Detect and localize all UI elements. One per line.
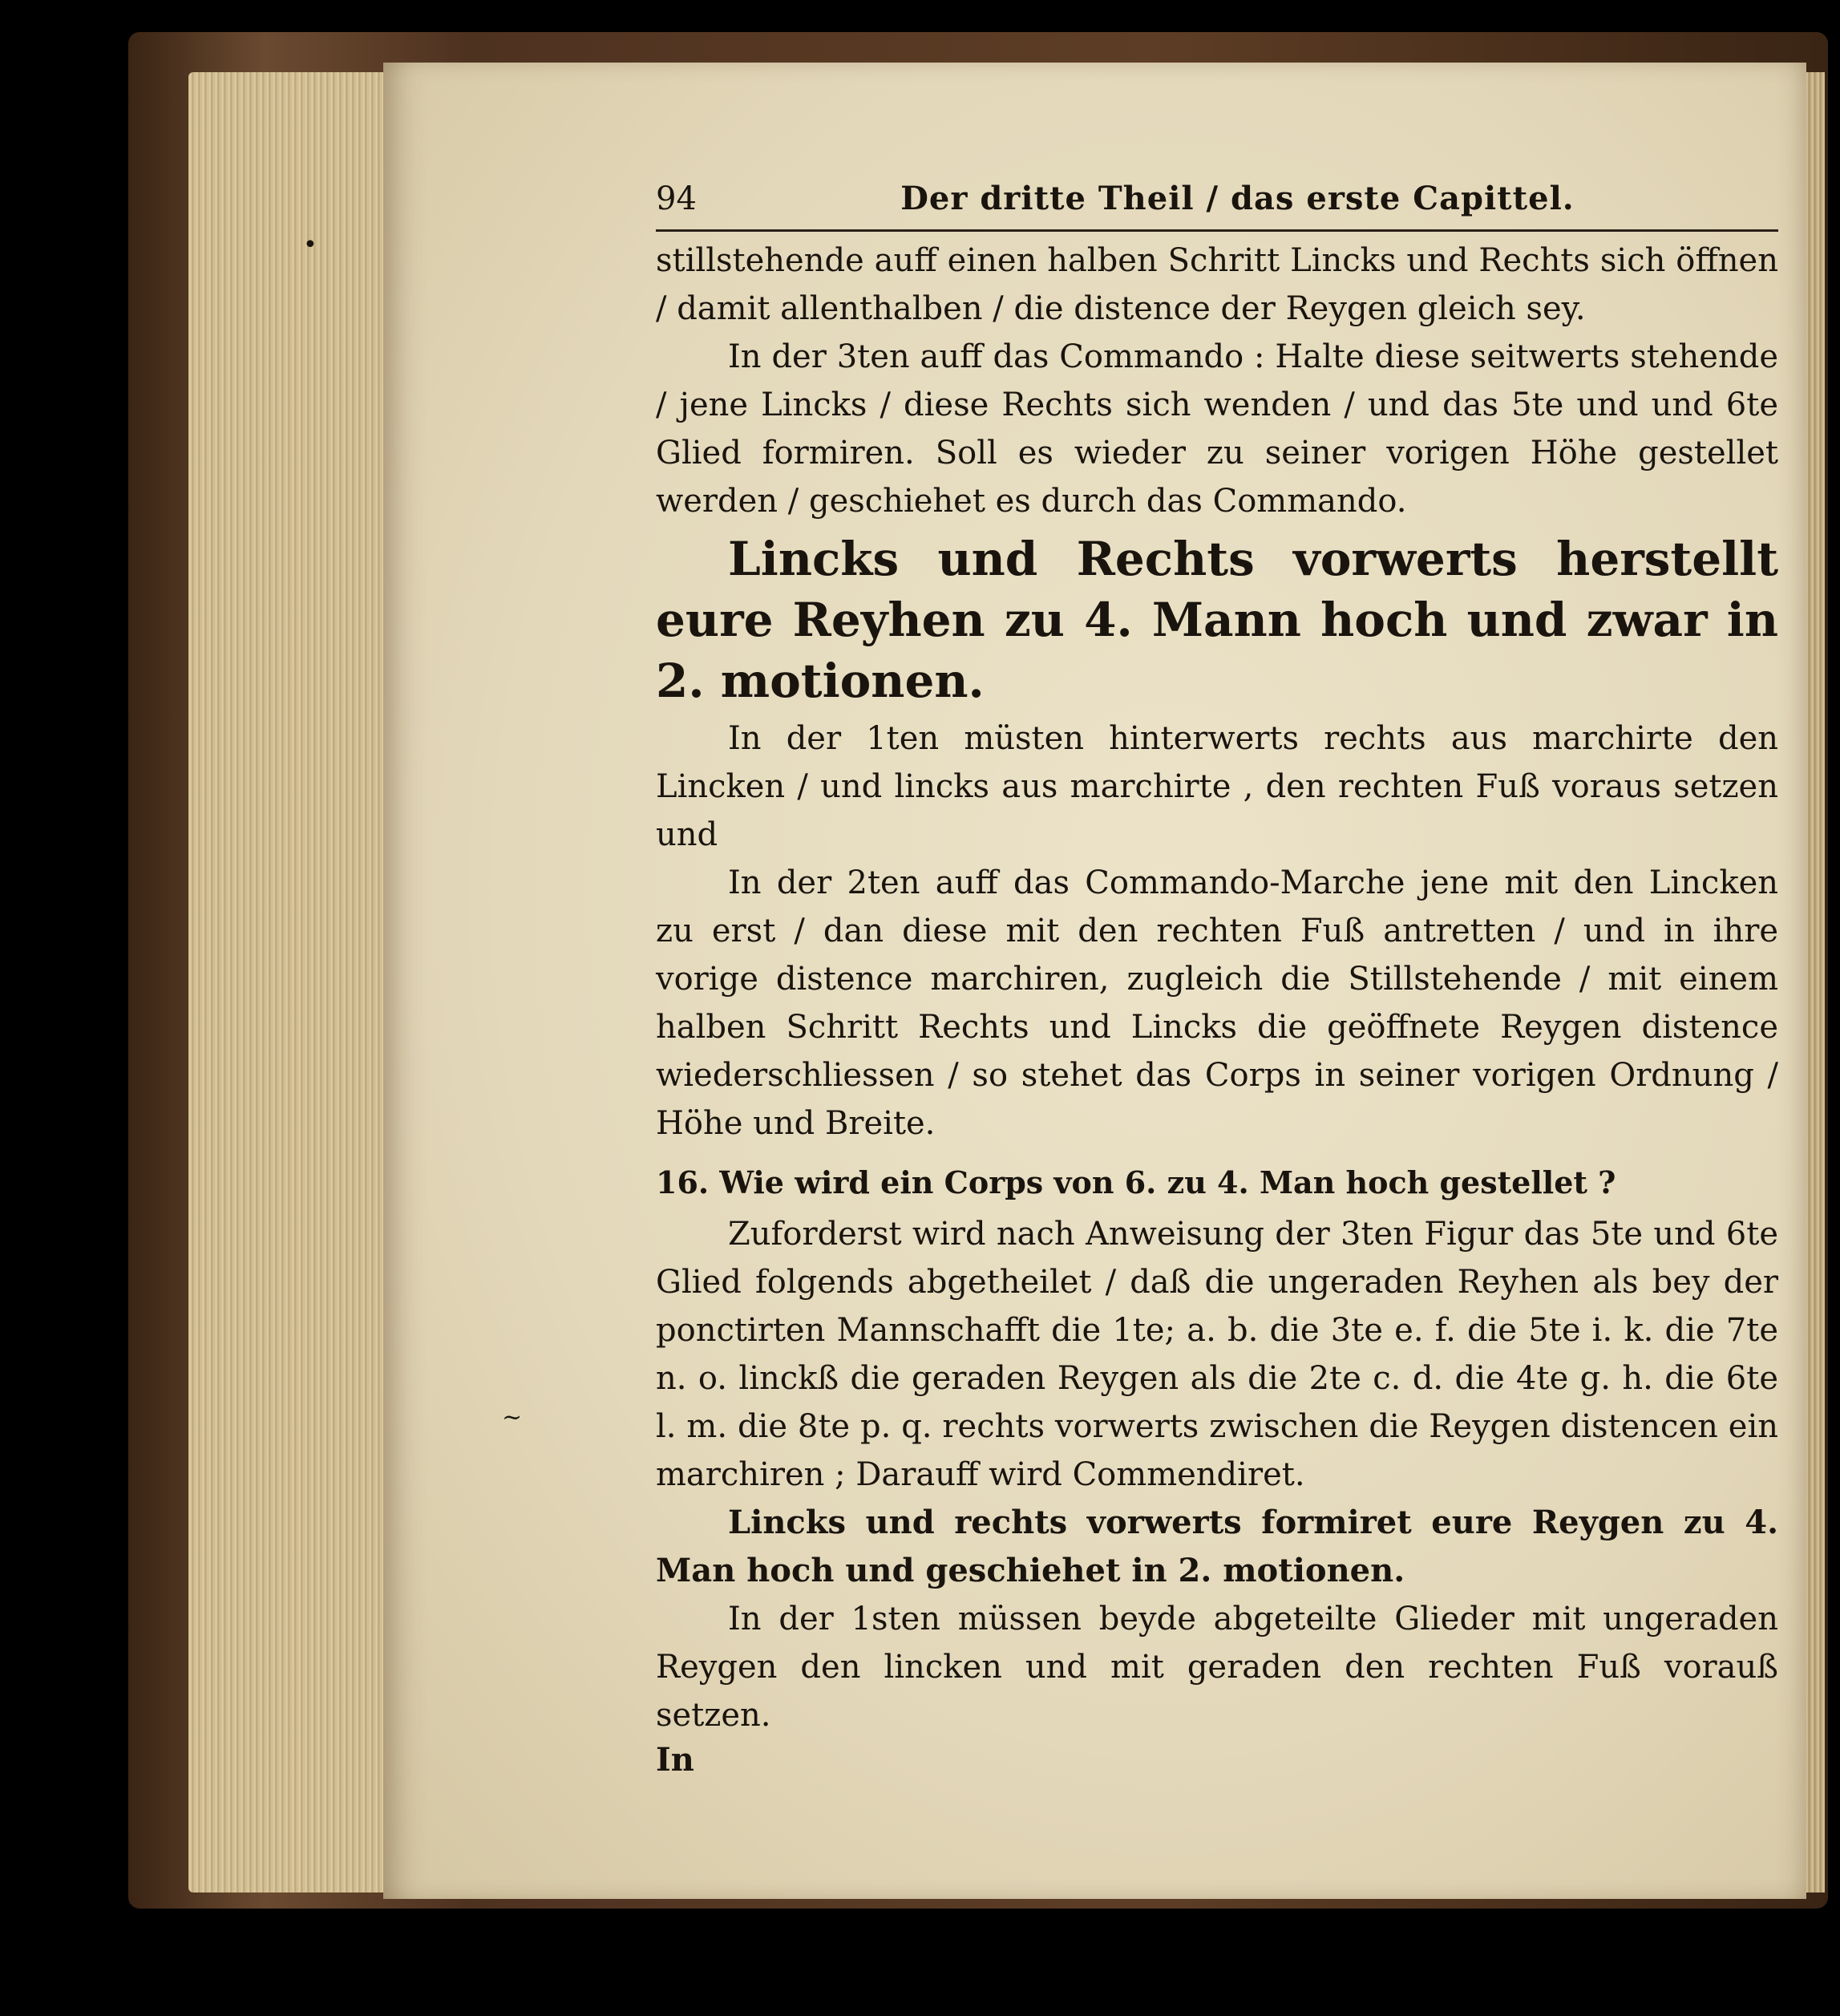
- question-heading: 16. Wie wird ein Corps von 6. zu 4. Man hoch gestellet ?: [656, 1164, 1616, 1200]
- text-block: [656, 175, 1778, 1784]
- command-line: Lincks und rechts vorwerts formiret eure Reygen zu 4. Man hoch und geschiehet in 2. motionen.: [656, 1504, 1778, 1589]
- running-head: [656, 175, 1778, 232]
- running-head-title: Der dritte Theil / das erste Capittel.: [900, 180, 1575, 217]
- paragraph: In der 3ten auff das Commando : Halte diese seitwerts stehende / jene Lincks / diese Rechts sich wenden / und das 5te und und 6te Glied formiren. Soll es wieder zu seiner vorigen Höhe gestellet werden / geschiehet es durch das Commando.: [656, 338, 1778, 520]
- margin-mark: ~: [502, 1403, 523, 1431]
- paragraph: In der 2ten auff das Commando-Marche jene mit den Lincken zu erst / dan diese mit den rechten Fuß antretten / und in ihre vorige distence marchiren, zugleich die Stillstehende / mit einem halben Schritt Rechts und Lincks die geöffnete Reygen distence wiederschliessen / so stehet das Corps in seiner vorigen Ordnung / Höhe und Breite.: [656, 864, 1778, 1142]
- command-heading: Lincks und Rechts vorwerts herstellt eure Reyhen zu 4. Mann hoch und zwar in 2. motionen.: [656, 532, 1778, 708]
- paragraph: In der 1sten müssen beyde abgeteilte Glieder mit ungeraden Reygen den lincken und mit geraden den rechten Fuß vorauß setzen.: [656, 1601, 1778, 1734]
- page-edges-left: [188, 72, 389, 1893]
- page-edges-right: [1804, 72, 1825, 1893]
- paragraph-continuation: stillstehende auff einen halben Schritt Lincks und Rechts sich öffnen / damit allenthalben / die distence der Reygen gleich sey.: [656, 242, 1778, 327]
- margin-dot: •: [303, 231, 317, 259]
- book-page: [303, 63, 1806, 1899]
- page-number: 94: [656, 180, 697, 217]
- paragraph: Zuforderst wird nach Anweisung der 3ten Figur das 5te und 6te Glied folgends abgetheilet / daß die ungeraden Reyhen als bey der ponctirten Mannschafft die 1te; a. b. die 3te e. f. die 5te i. k. die 7te n. o. linckß die geraden Reygen als die 2te c. d. die 4te g. h. die 6te l. m. die 8te p. q. rechts vorwerts zwischen die Reygen distencen ein marchiren ; Darauff wird Commendiret.: [656, 1216, 1778, 1493]
- catchword: In: [656, 1741, 694, 1779]
- paragraph: In der 1ten müsten hinterwerts rechts aus marchirte den Lincken / und lincks aus marchirte , den rechten Fuß voraus setzen und: [656, 720, 1778, 853]
